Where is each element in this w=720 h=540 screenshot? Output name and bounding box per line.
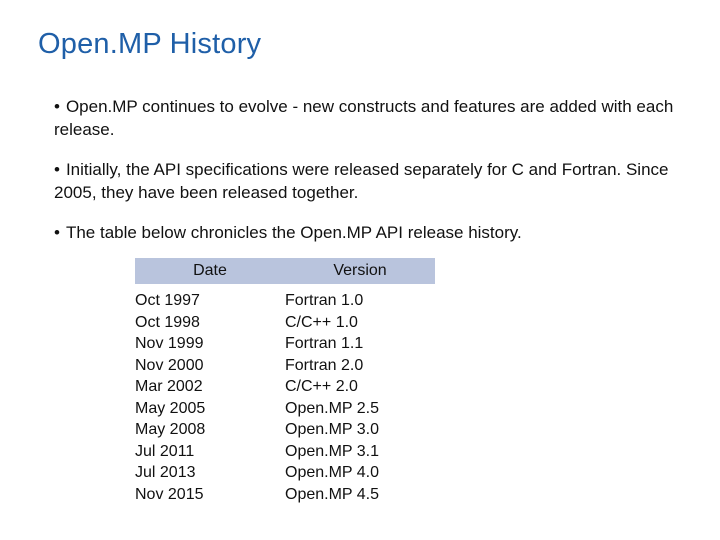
table-body <box>135 290 435 505</box>
bullet-item <box>54 158 674 204</box>
date-cell: Oct 1997 <box>135 292 200 309</box>
date-cell: Oct 1998 <box>135 313 200 331</box>
version-cell: Fortran 1.0 <box>285 292 364 309</box>
version-cell: Open.MP 4.5 <box>285 485 379 503</box>
date-cell: Nov 1999 <box>135 335 204 352</box>
bullet-item <box>54 221 674 244</box>
bullet-marker: • <box>54 223 60 242</box>
bullet-text: Open.MP continues to evolve - new constructs and features are added with each release. <box>54 97 674 139</box>
date-cell: Nov 2000 <box>135 356 204 374</box>
version-cell: Fortran 2.0 <box>285 356 364 374</box>
header-version: Version <box>333 262 387 279</box>
date-column <box>135 290 285 505</box>
date-cell: Jul 2011 <box>135 442 195 460</box>
version-column <box>285 290 435 505</box>
bullet-text: The table below chronicles the Open.MP API release history. <box>65 223 522 242</box>
bullet-marker: • <box>54 97 60 116</box>
release-history-table <box>135 258 435 505</box>
version-cell: C/C++ 1.0 <box>285 313 358 331</box>
date-cell: Mar 2002 <box>135 378 203 395</box>
version-cell: Open.MP 2.5 <box>285 399 379 417</box>
version-cell: C/C++ 2.0 <box>285 378 358 395</box>
bullet-item <box>54 95 674 141</box>
table-header <box>135 258 435 284</box>
header-date: Date <box>193 262 227 279</box>
page-title: Open.MP History <box>38 28 262 60</box>
bullet-marker: • <box>54 160 60 179</box>
date-cell: Jul 2013 <box>135 464 196 481</box>
version-cell: Open.MP 3.1 <box>285 442 379 460</box>
version-cell: Open.MP 4.0 <box>285 464 379 481</box>
date-cell: Nov 2015 <box>135 485 204 503</box>
date-cell: May 2008 <box>135 421 206 438</box>
version-cell: Open.MP 3.0 <box>285 421 379 438</box>
bullet-list <box>54 95 674 261</box>
version-cell: Fortran 1.1 <box>285 335 364 352</box>
date-cell: May 2005 <box>135 399 206 417</box>
bullet-text: Initially, the API specifications were released separately for C and Fortran. Since 2005, they have been released together. <box>54 160 669 202</box>
